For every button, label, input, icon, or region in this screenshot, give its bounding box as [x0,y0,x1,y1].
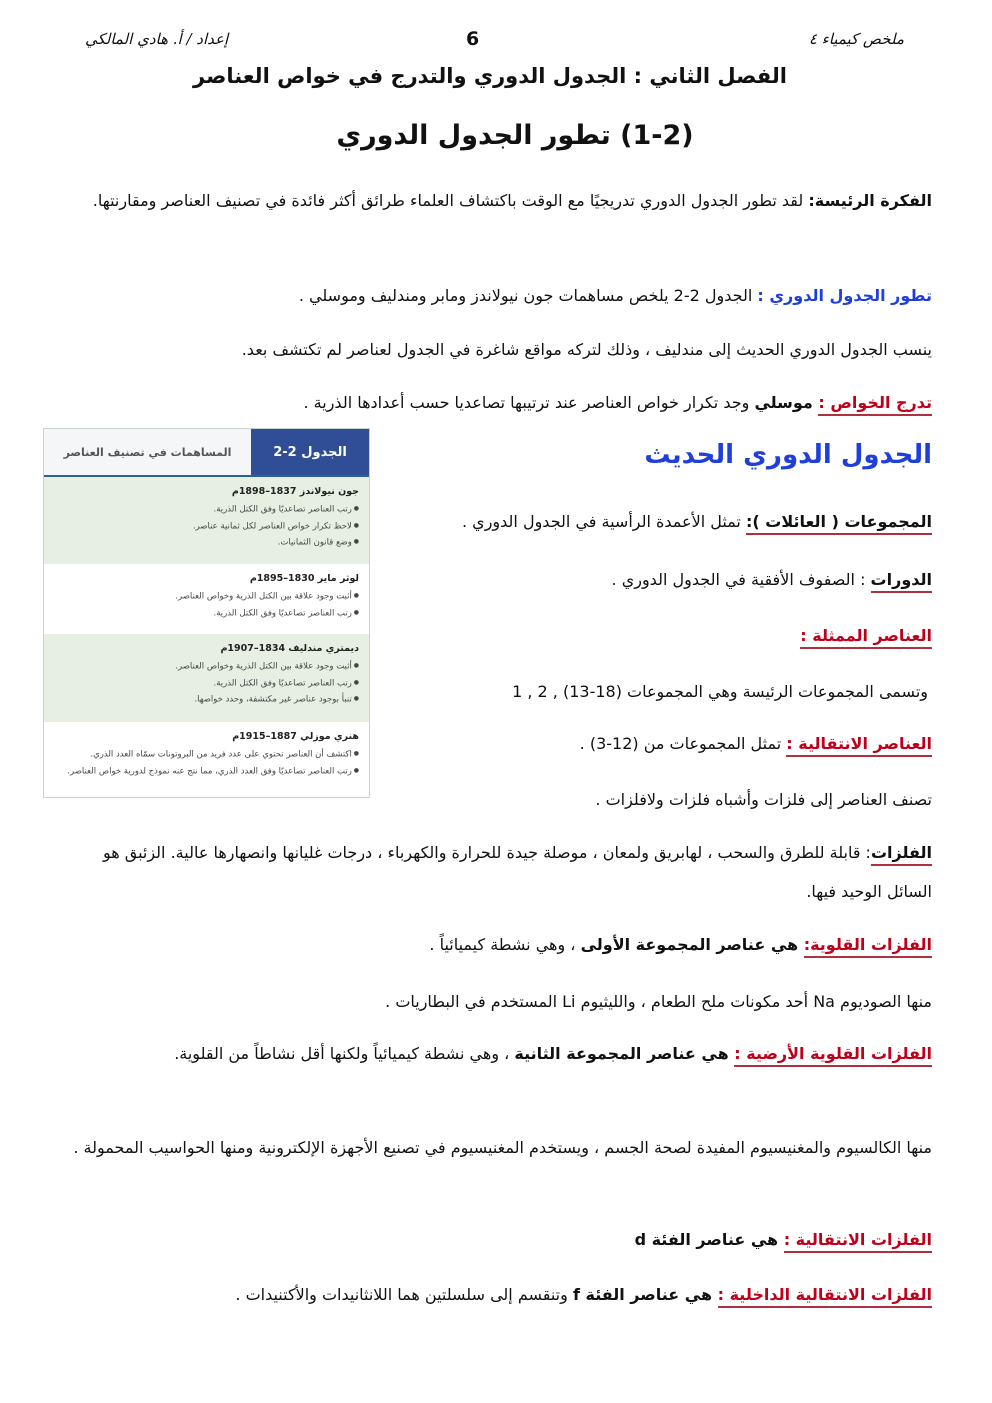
metals-text: : قابلة للطرق والسحب ، لهابريق ولمعان ، موصلة جيدة للحرارة والكهرباء ، درجات غليانها وانصهارها عالية. الزئبق هو السائل الوحيد فيها. [102,843,932,901]
evolution-text: الجدول 2-2 يلخص مساهمات جون نيولاندز ومابر ومندليف وموسلي . [298,286,758,305]
modern-table-title: الجدول الدوري الحديث [644,440,932,470]
periods-label: الدورات [871,570,932,593]
section-title: (1-2) تطور الجدول الدوري [336,120,694,151]
alkali-label: الفلزات القلوية: [804,935,932,958]
scientist-block-moseley [44,722,369,798]
scientist-item: ● لاحظ تكرار خواص العناصر لكل ثمانية عناصر. [54,518,359,535]
scientist-block-meyer [44,564,369,634]
transition-metals-paragraph [60,1220,932,1259]
main-idea-paragraph [60,181,932,220]
periods-text: : الصفوف الأفقية في الجدول الدوري . [611,570,871,589]
alkaline-earth-text: ، وهي نشطة كيميائياً ولكنها أقل نشاطاً من القلوية. [174,1044,515,1063]
scientist-name: ديمتري مندليف 1834–1907م [220,643,359,654]
attribution-paragraph: ينسب الجدول الدوري الحديث إلى مندليف ، وذلك لتركه مواقع شاغرة في الجدول لعناصر لم تكتشف بعد. [241,340,932,359]
gradation-paragraph [60,383,932,422]
groups-label: المجموعات ( العائلات ): [746,512,932,535]
transition-metals-label: الفلزات الانتقالية : [784,1230,932,1253]
contributions-table [43,428,370,798]
gradation-name: موسلي [754,393,819,412]
header-subject: ملخص كيمياء ٤ [808,30,904,48]
groups-text: تمثل الأعمدة الرأسية في الجدول الدوري . [462,512,746,531]
classification-paragraph: تصنف العناصر إلى فلزات وأشباه فلزات ولافلزات . [595,790,932,809]
transition-metals-bold: هي عناصر الفئة d [634,1230,784,1249]
scientist-item: ● اكتشف أن العناصر تحتوي على عدد فريد من البروتونات سمّاه العدد الذري. [54,746,359,763]
alkaline-earth-examples: منها الكالسيوم والمغنيسيوم المفيدة لصحة الجسم ، ويستخدم المغنيسيوم في تصنيع الأجهزة الإلكترونية ومنها الحواسيب المحمولة . [73,1138,932,1157]
scientist-item: ● رتب العناصر تصاعديًا وفق الكتل الذرية. [54,501,359,518]
metals-paragraph [60,833,932,911]
groups-paragraph [380,502,932,541]
periods-paragraph [380,560,932,599]
alkali-text: ، وهي نشطة كيميائياً . [429,935,581,954]
contributions-table-header [44,429,369,477]
scientist-name: جون نيولاندز 1837–1898م [231,486,359,497]
header-author: إعداد / أ. هادي المالكي [85,30,229,48]
scientist-item: ● رتب العناصر تصاعديًا وفق العدد الذري، مما نتج عنه نموذج لدورية خواص العناصر. [54,763,359,780]
alkaline-earth-bold: هي عناصر المجموعة الثانية [514,1044,735,1063]
scientist-item: ● تنبأ بوجود عناصر غير مكتشفة، وحدد خواصها. [54,691,359,708]
table-title: المساهمات في تصنيف العناصر [44,429,251,475]
table-tag: الجدول 2-2 [251,429,369,475]
scientist-item: ● أثبت وجود علاقة بين الكتل الذرية وخواص العناصر. [54,588,359,605]
gradation-text: وجد تكرار خواص العناصر عند ترتيبها تصاعديا حسب أعدادها الذرية . [303,393,755,412]
alkali-bold: هي عناصر المجموعة الأولى [580,935,804,954]
evolution-label: تطور الجدول الدوري : [757,286,932,305]
representative-label: العناصر الممثلة : [800,626,932,649]
scientist-item: ● أثبت وجود علاقة بين الكتل الذرية وخواص العناصر. [54,658,359,675]
scientist-name: لوثر ماير 1830–1895م [249,573,359,584]
alkaline-earth-paragraph [60,1034,932,1073]
scientist-block-newlands [44,477,369,564]
scientist-name: هنري موزلي 1887–1915م [232,731,359,742]
alkali-examples: منها الصوديوم Na أحد مكونات ملح الطعام ، والليثيوم Li المستخدم في البطاريات . [385,992,932,1011]
transition-paragraph [380,724,932,763]
chapter-title: الفصل الثاني : الجدول الدوري والتدرج في خواص العناصر [193,64,787,88]
scientist-block-mendeleev [44,634,369,722]
alkali-paragraph [60,925,932,964]
gradation-label: تدرج الخواص : [818,393,932,416]
metals-label: الفلزات [871,843,932,866]
representative-paragraph: وتسمى المجموعات الرئيسة وهي المجموعات (18-13) , 2 , 1 [512,682,928,701]
evolution-paragraph [60,276,932,315]
transition-label: العناصر الانتقالية : [786,734,932,757]
main-idea-text: لقد تطور الجدول الدوري تدريجيًا مع الوقت باكتشاف العلماء طرائق أكثر فائدة في تصنيف العناصر ومقارنتها. [92,191,809,210]
inner-transition-bold: هي عناصر الفئة f [572,1285,718,1304]
scientist-item: ● رتب العناصر تصاعديًا وفق الكتل الذرية. [54,675,359,692]
alkaline-earth-label: الفلزات القلوية الأرضية : [734,1044,932,1067]
page-number: 6 [466,28,480,50]
scientist-item: ● وضع قانون الثمانيات. [54,534,359,551]
main-idea-label: الفكرة الرئيسة: [808,191,932,210]
inner-transition-paragraph [60,1275,932,1314]
representative-label-line [380,616,932,655]
inner-transition-text: وتنقسم إلى سلسلتين هما اللانثانيدات والأكتنيدات . [235,1285,573,1304]
transition-text: تمثل المجموعات من (12-3) . [579,734,787,753]
scientist-item: ● رتب العناصر تصاعديًا وفق الكتل الذرية. [54,605,359,622]
inner-transition-label: الفلزات الانتقالية الداخلية : [718,1285,932,1308]
